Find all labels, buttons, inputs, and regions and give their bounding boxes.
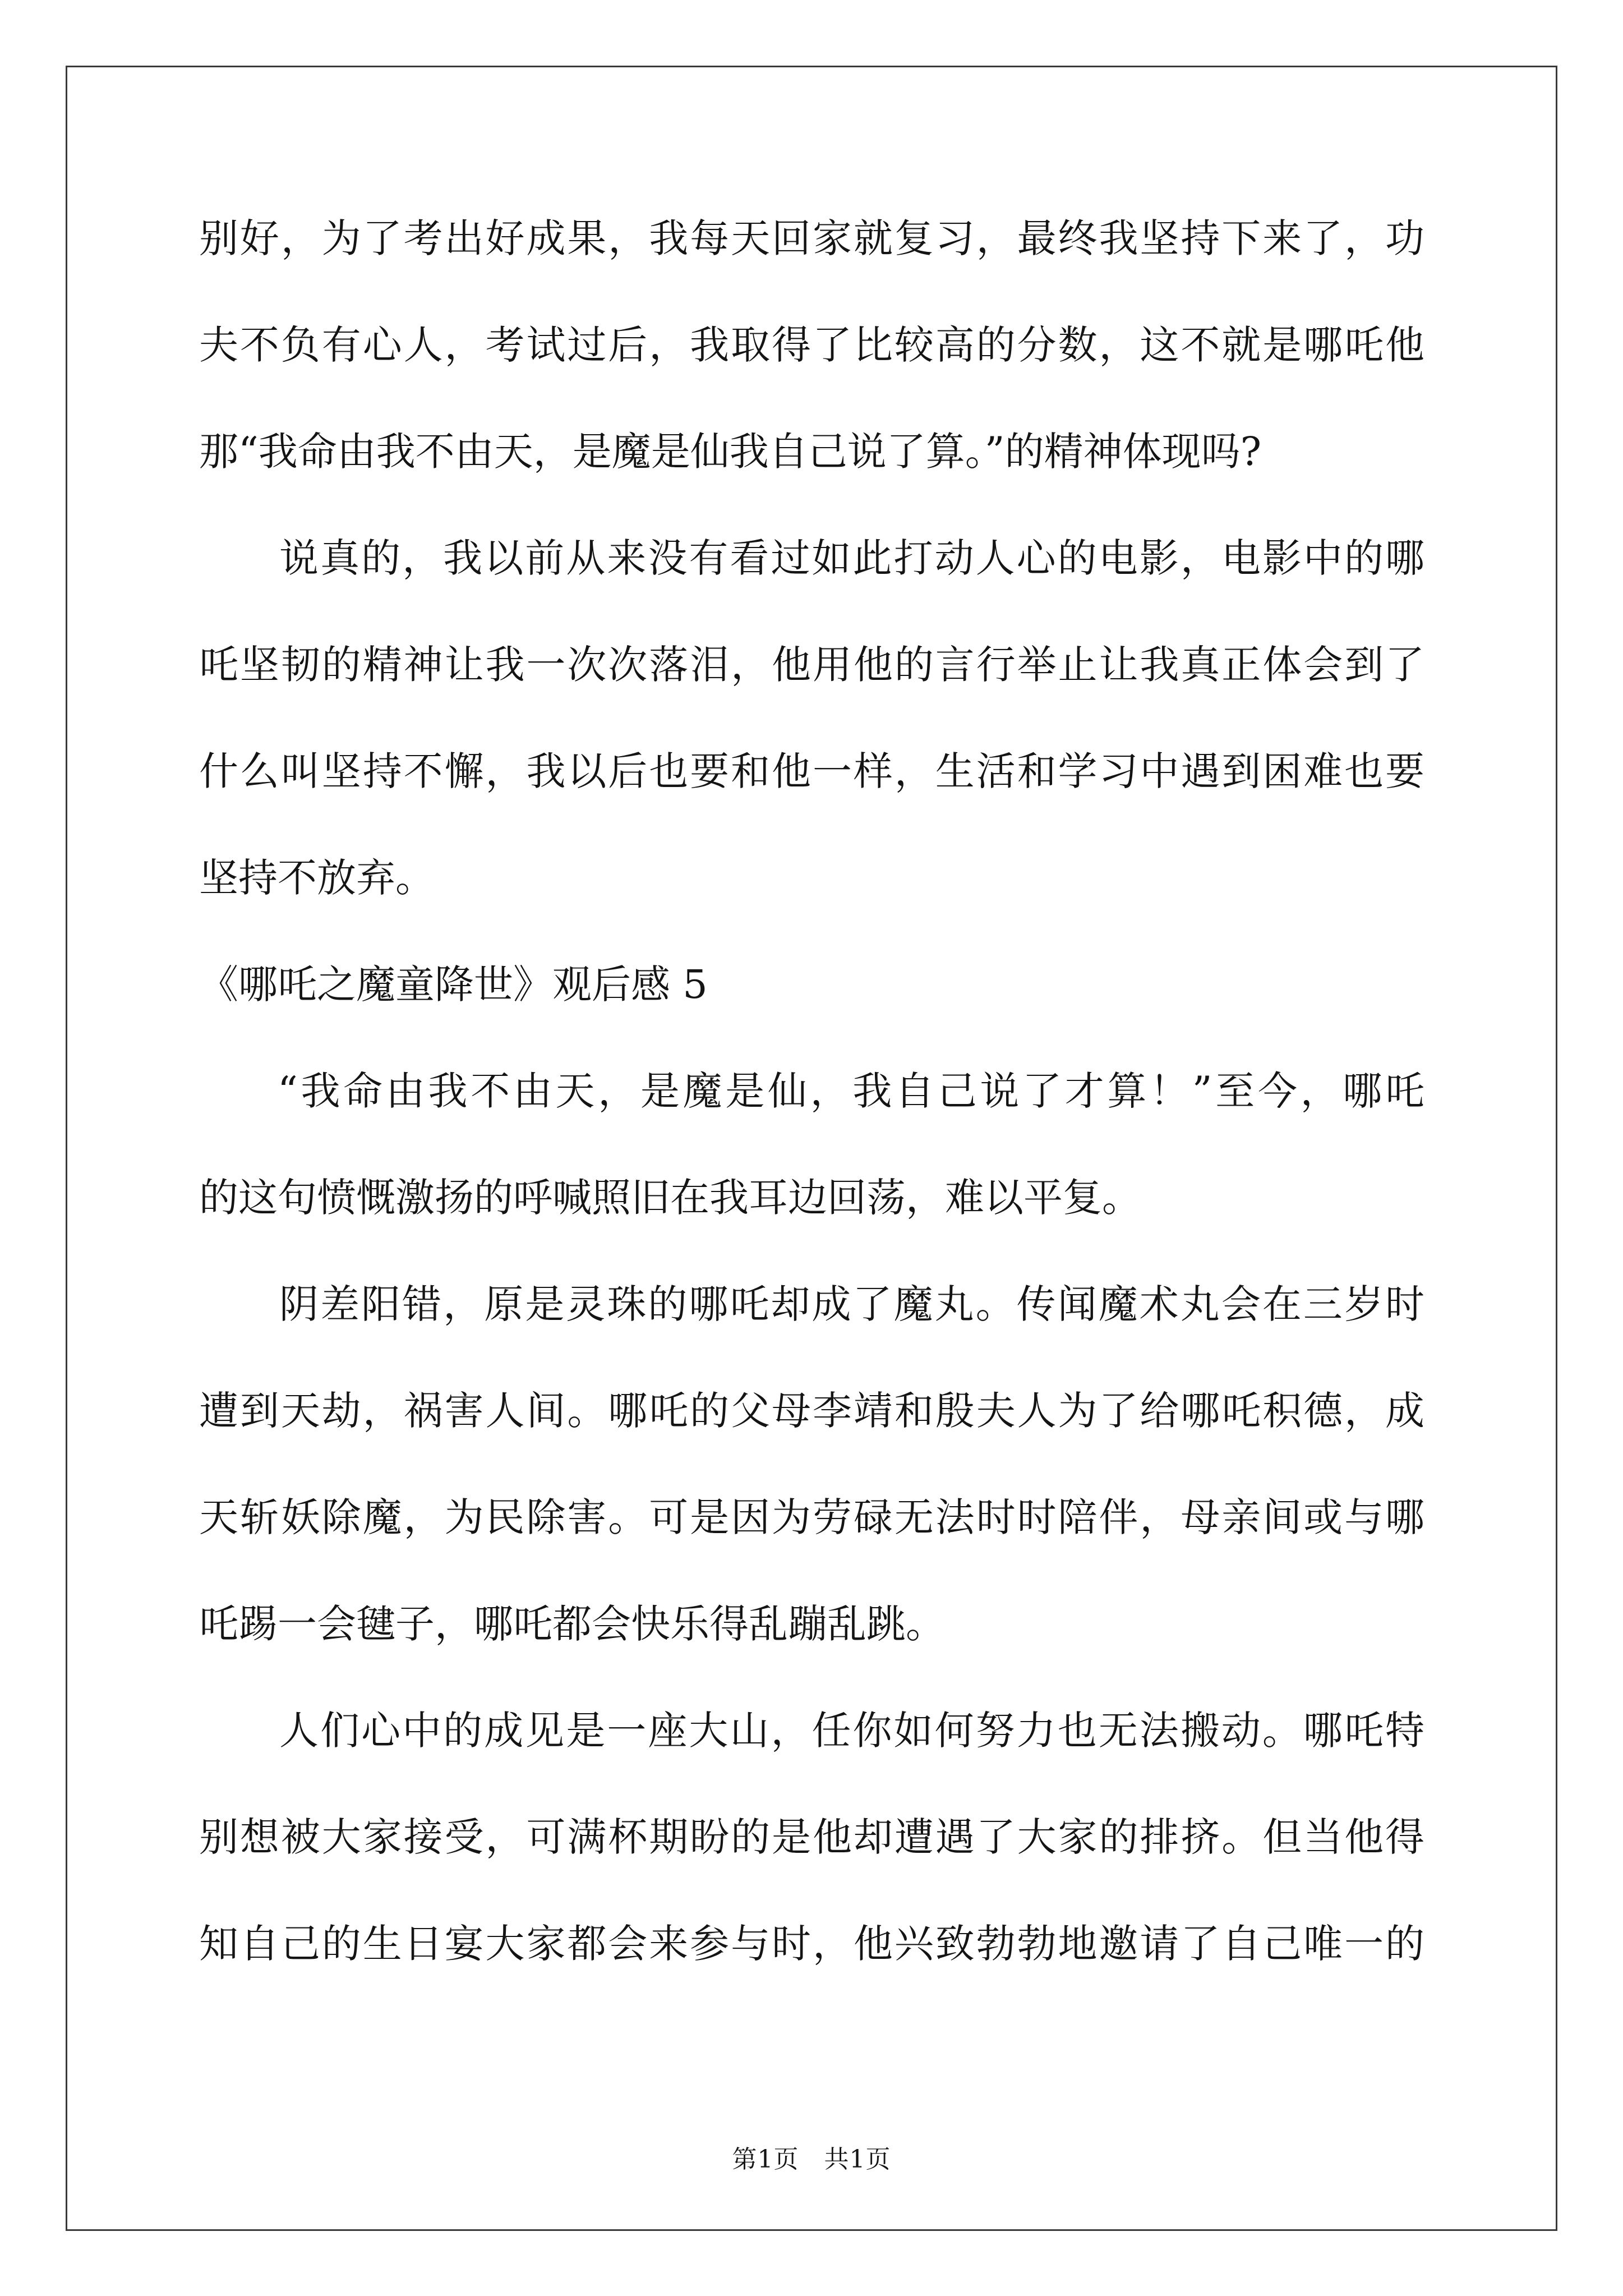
body-line: 说真的，我以前从来没有看过如此打动人心的电影，电影中的哪 [278, 535, 1424, 581]
body-line: 人们心中的成见是一座大山，任你如何努力也无法搬动。哪吒特 [278, 1708, 1424, 1754]
body-line: “我命由我不由天，是魔是仙，我自己说了才算！”至今，哪吒 [278, 1068, 1424, 1114]
body-line: 坚持不放弃。 [199, 855, 435, 901]
body-line: 吒坚韧的精神让我一次次落泪，他用他的言行举止让我真正体会到了 [199, 642, 1424, 688]
body-line: 天斩妖除魔，为民除害。可是因为劳碌无法时时陪伴，母亲间或与哪 [199, 1494, 1424, 1540]
body-line: 什么叫坚持不懈，我以后也要和他一样，生活和学习中遇到困难也要 [199, 748, 1424, 794]
page-footer [0, 2143, 1623, 2177]
body-line: 的这句愤慨激扬的呼喊照旧在我耳边回荡，难以平复。 [199, 1175, 1141, 1221]
body-line: 吒踢一会毽子，哪吒都会快乐得乱蹦乱跳。 [199, 1601, 945, 1647]
body-line: 那“我命由我不由天，是魔是仙我自己说了算。”的精神体现吗? [199, 429, 1262, 475]
section-heading: 《哪吒之魔童降世》观后感 5 [199, 961, 708, 1007]
page-number: 第1页 共1页 [732, 2145, 891, 2174]
document-body [199, 185, 1424, 1997]
body-line: 夫不负有心人，考试过后，我取得了比较高的分数，这不就是哪吒他 [199, 322, 1424, 368]
body-line: 知自己的生日宴大家都会来参与时，他兴致勃勃地邀请了自己唯一的 [199, 1921, 1424, 1967]
body-line: 别好，为了考出好成果，我每天回家就复习，最终我坚持下来了，功 [199, 215, 1424, 261]
body-line: 遭到天劫，祸害人间。哪吒的父母李靖和殷夫人为了给哪吒积德，成 [199, 1388, 1424, 1434]
body-line: 别想被大家接受，可满杯期盼的是他却遭遇了大家的排挤。但当他得 [199, 1814, 1424, 1860]
body-line: 阴差阳错，原是灵珠的哪吒却成了魔丸。传闻魔术丸会在三岁时 [278, 1281, 1424, 1327]
